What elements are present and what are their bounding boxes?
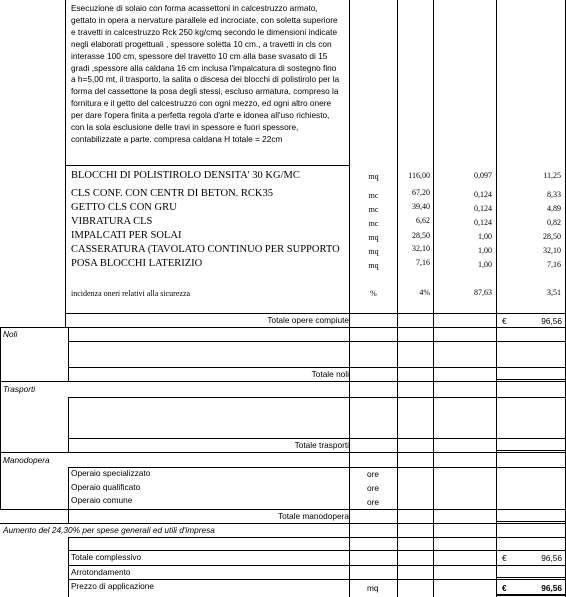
item-qty: 116,00 <box>408 171 430 180</box>
item-um: mq <box>368 261 379 270</box>
prezzo-um: mq <box>367 583 379 593</box>
description-line: gradi ,spessore alla caldana 16 cm inclusa l'impalcatura di sostegno fino <box>71 62 337 73</box>
item-amount: 11,25 <box>543 171 561 180</box>
item-price: 0,124 <box>474 218 492 227</box>
item-desc: IMPALCATI PER SOLAI <box>71 230 182 241</box>
item-um: mc <box>368 205 379 214</box>
description-line: contabilizzate a parte. compresa caldana H totale = 22cm <box>71 133 283 144</box>
prezzo-value: 96,56 <box>541 583 562 593</box>
item-desc: GETTO CLS CON GRU <box>71 202 177 213</box>
description-line: con la sola esclusione delle travi in spessore e fuori spessore, <box>71 122 299 133</box>
totale-trasporti-label: Totale trasporti <box>294 440 349 450</box>
totale-complessivo-label: Totale complessivo <box>71 552 142 562</box>
safety-qty: 4% <box>419 288 430 297</box>
arrotondamento-label: Arrotondamento <box>71 567 131 577</box>
item-qty: 67,20 <box>412 188 430 197</box>
item-desc: POSA BLOCCHI LATERIZIO <box>71 258 203 269</box>
item-um: mq <box>368 172 379 181</box>
item-um: mc <box>368 219 379 228</box>
manodopera-title: Manodopera <box>3 455 50 465</box>
euro-sign: € <box>502 316 507 326</box>
prezzo-label: Prezzo di applicazione <box>71 581 155 591</box>
trasporti-title: Trasporti <box>3 384 36 394</box>
item-description <box>71 3 349 146</box>
item-qty: 6,62 <box>416 216 430 225</box>
safety-desc: incidenza oneri relativi alla sicurezza <box>71 289 191 298</box>
euro-sign: € <box>502 583 507 593</box>
description-line: fornitura e il getto del calcestruzzo con ogni mezzo, ed ogni altro onere <box>71 98 332 109</box>
noli-title: Noli <box>3 329 18 339</box>
item-price: 1,00 <box>478 246 492 255</box>
item-um: mq <box>368 247 379 256</box>
item-price: 1,00 <box>478 260 492 269</box>
description-line: negli elaborati progettuali , spessore soletta 10 cm., a travetti in cls con <box>71 38 332 49</box>
totale-complessivo-value: 96,56 <box>541 553 562 563</box>
item-price: 1,00 <box>478 232 492 241</box>
item-um: mc <box>368 191 379 200</box>
description-line: per dare l'opera finita a perfetta regola d'arte e idonea all'uso richiesto, <box>71 110 330 121</box>
manodopera-um: ore <box>367 469 379 479</box>
totale-manodopera-label: Totale manodopera <box>277 511 349 521</box>
item-qty: 39,40 <box>412 202 430 211</box>
manodopera-label: Operaio specializzato <box>71 468 151 478</box>
description-line: a h=5,00 mt, il trasporto, la salita o discesa dei blocchi di polistirolo per la <box>71 74 340 85</box>
item-um: mq <box>368 233 379 242</box>
item-amount: 4,89 <box>547 204 561 213</box>
description-line: Esecuzione di solaio con forma acassettoni in calcestruzzo armato, <box>71 3 318 13</box>
aumento-note: Aumento del 24,30% per spese generali ed utili d'impresa <box>3 525 215 535</box>
safety-price: 87,63 <box>474 288 492 297</box>
item-amount: 32,10 <box>543 246 561 255</box>
item-desc: VIBRATURA CLS <box>71 216 153 227</box>
item-price: 0,124 <box>474 190 492 199</box>
item-qty: 28,50 <box>412 231 430 240</box>
item-amount: 7,16 <box>547 260 561 269</box>
manodopera-um: ore <box>367 497 379 507</box>
item-price: 0,124 <box>474 204 492 213</box>
manodopera-um: ore <box>367 483 379 493</box>
totale-opere-label: Totale opere compiute <box>267 315 349 325</box>
item-desc: BLOCCHI DI POLISTIROLO DENSITA' 30 KG/MC <box>71 170 300 181</box>
item-amount: 8,33 <box>547 190 561 199</box>
item-amount: 0,82 <box>547 218 561 227</box>
item-amount: 28,50 <box>543 232 561 241</box>
totale-opere-value: 96,56 <box>541 316 562 326</box>
item-desc: CLS CONF. CON CENTR DI BETON. RCK35 <box>71 188 273 199</box>
manodopera-label: Operaio qualificato <box>71 482 141 492</box>
safety-amount: 3,51 <box>547 288 561 297</box>
description-line: gettato in opera a nervature parallele ed incrociate, con soletta superiore <box>71 14 338 25</box>
item-desc: CASSERATURA (TAVOLATO CONTINUO PER SUPPORTO <box>71 244 340 255</box>
description-line: e travetti in calcestruzzo Rck 250 kg/cmq secondo le dimensioni indicate <box>71 26 338 37</box>
manodopera-label: Operaio comune <box>71 495 133 505</box>
totale-noli-label: Totale noli <box>311 369 349 379</box>
item-price: 0,097 <box>474 171 492 180</box>
description-line: interasse 100 cm, spessore del travetto 10 cm alla base svasato di 15 <box>71 50 328 61</box>
item-qty: 7,16 <box>416 258 430 267</box>
euro-sign: € <box>502 553 507 563</box>
item-qty: 32,10 <box>412 244 430 253</box>
safety-um: % <box>370 289 377 298</box>
description-line: forma del cassettone la posa degli stessi, escluso armatura, compreso la <box>71 86 339 97</box>
